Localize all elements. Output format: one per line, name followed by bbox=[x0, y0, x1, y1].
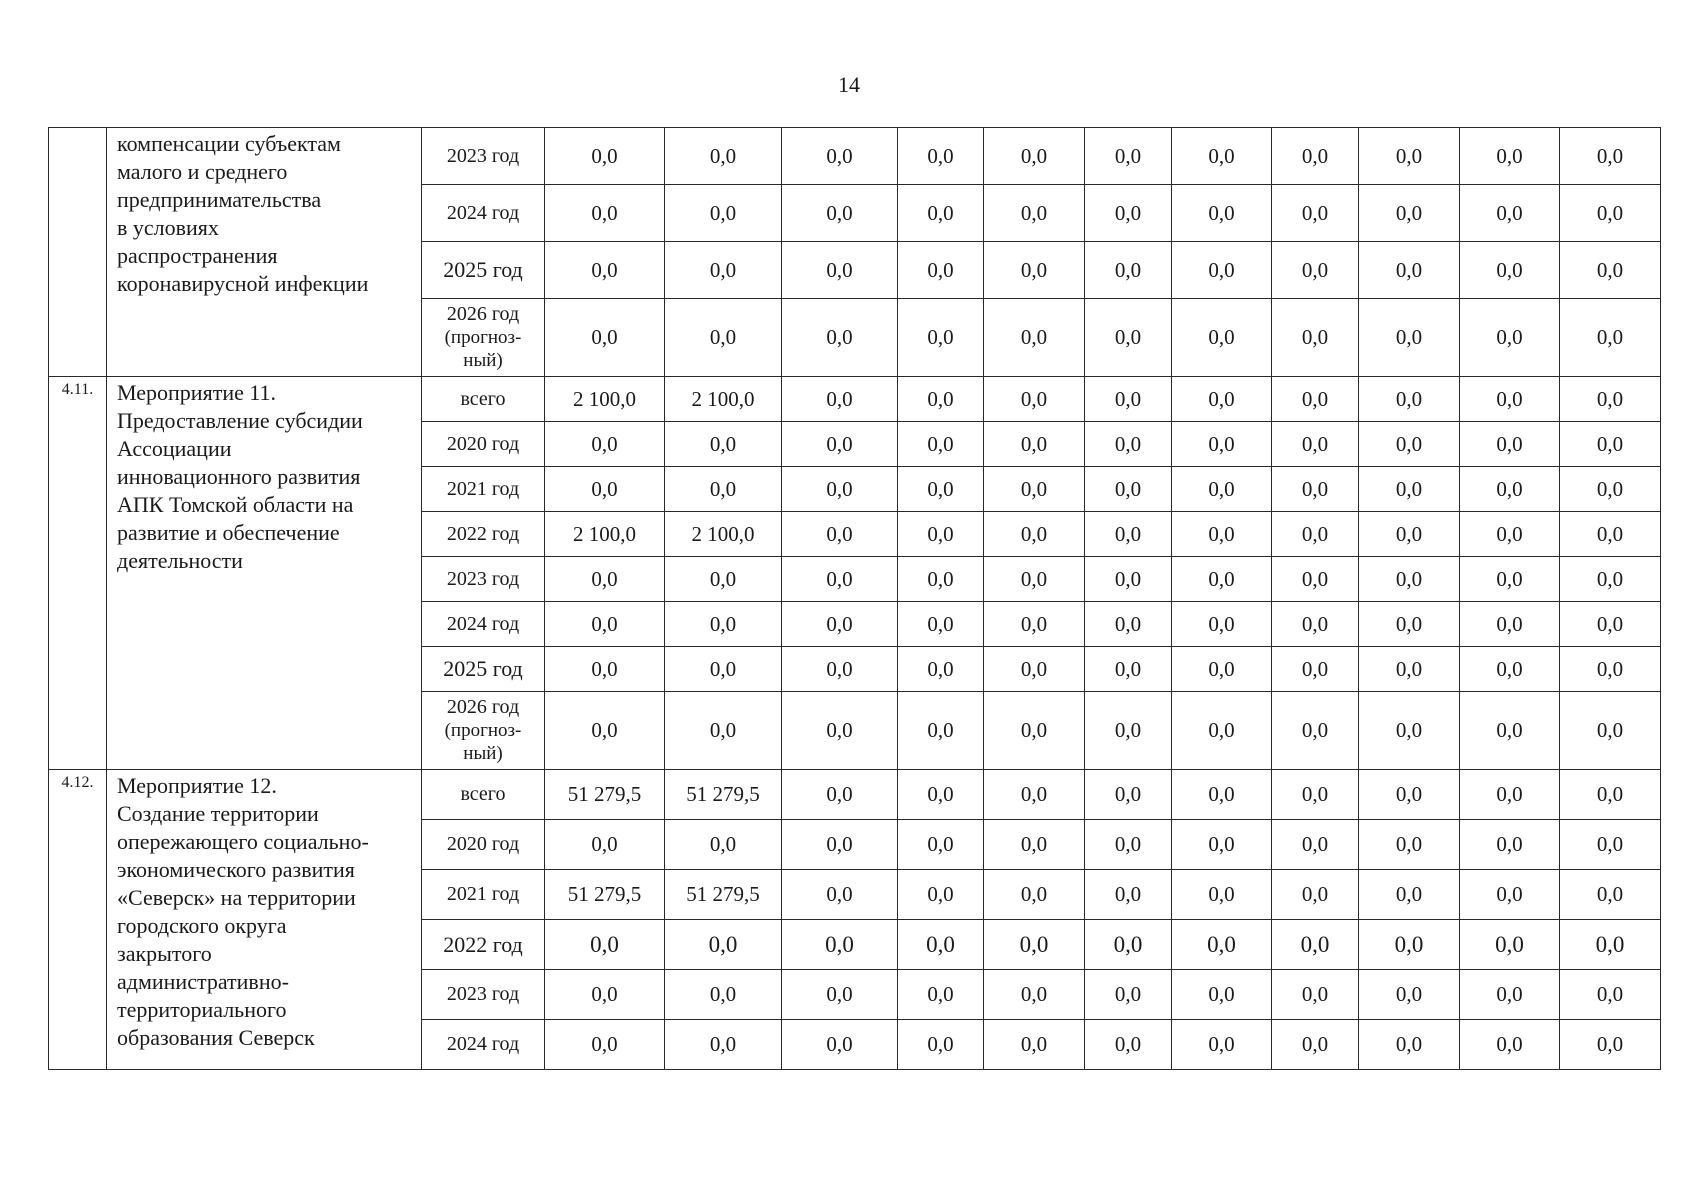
period-label: 2026 год bbox=[446, 696, 520, 718]
value-cell: 0,0 bbox=[782, 467, 898, 512]
value-cell: 0,0 bbox=[782, 692, 898, 770]
value-cell: 0,0 bbox=[1172, 920, 1272, 970]
value-cell: 0,0 bbox=[1359, 128, 1460, 185]
value-cell: 0,0 bbox=[898, 557, 984, 602]
period-label: 2025 год bbox=[443, 656, 523, 681]
value-cell: 0,0 bbox=[545, 299, 665, 377]
value-cell: 51 279,5 bbox=[665, 770, 782, 820]
value-cell: 0,0 bbox=[665, 467, 782, 512]
value-cell: 0,0 bbox=[1460, 920, 1560, 970]
value-cell: 0,0 bbox=[782, 242, 898, 299]
value-cell: 51 279,5 bbox=[665, 870, 782, 920]
period-label: 2022 год bbox=[446, 522, 520, 545]
value-cell: 0,0 bbox=[545, 467, 665, 512]
value-cell: 0,0 bbox=[1172, 970, 1272, 1020]
value-cell: 0,0 bbox=[1085, 970, 1172, 1020]
period-label: 2024 год bbox=[446, 612, 520, 635]
value-cell: 0,0 bbox=[545, 422, 665, 467]
value-cell: 51 279,5 bbox=[545, 770, 665, 820]
value-cell: 0,0 bbox=[1172, 870, 1272, 920]
value-cell: 0,0 bbox=[782, 512, 898, 557]
value-cell: 0,0 bbox=[984, 299, 1085, 377]
value-cell: 0,0 bbox=[545, 557, 665, 602]
period-label: 2024 год bbox=[446, 1033, 520, 1055]
value-cell: 0,0 bbox=[1085, 647, 1172, 692]
period-cell bbox=[422, 377, 545, 422]
value-cell: 0,0 bbox=[665, 242, 782, 299]
table-body bbox=[49, 128, 1661, 1070]
period-note: (прогноз- ный) bbox=[444, 720, 522, 764]
value-cell: 0,0 bbox=[1272, 1020, 1359, 1070]
value-cell: 0,0 bbox=[545, 1020, 665, 1070]
value-cell: 0,0 bbox=[1359, 692, 1460, 770]
value-cell: 0,0 bbox=[1359, 185, 1460, 242]
value-cell: 0,0 bbox=[1359, 820, 1460, 870]
value-cell: 0,0 bbox=[1359, 647, 1460, 692]
item-number: 4.12. bbox=[49, 770, 107, 1070]
value-cell: 0,0 bbox=[898, 920, 984, 970]
value-cell: 0,0 bbox=[1272, 557, 1359, 602]
value-cell: 0,0 bbox=[1460, 185, 1560, 242]
period-cell bbox=[422, 128, 545, 185]
value-cell: 0,0 bbox=[782, 870, 898, 920]
value-cell: 0,0 bbox=[1085, 770, 1172, 820]
period-label: 2024 год bbox=[446, 201, 520, 224]
value-cell: 0,0 bbox=[1172, 377, 1272, 422]
period-cell bbox=[422, 770, 545, 820]
value-cell: 0,0 bbox=[782, 647, 898, 692]
value-cell: 0,0 bbox=[1172, 692, 1272, 770]
period-label: 2020 год bbox=[446, 833, 520, 855]
period-cell bbox=[422, 512, 545, 557]
value-cell: 0,0 bbox=[898, 1020, 984, 1070]
value-cell: 0,0 bbox=[1172, 299, 1272, 377]
value-cell: 0,0 bbox=[1560, 1020, 1661, 1070]
value-cell: 0,0 bbox=[1085, 242, 1172, 299]
value-cell: 0,0 bbox=[1359, 1020, 1460, 1070]
item-description: Мероприятие 12. Создание территории опережающего социально- экономического развития «Северск» на территории городского округа закрытого административно- территориального образования Северск bbox=[107, 770, 422, 1070]
value-cell: 0,0 bbox=[782, 299, 898, 377]
value-cell: 0,0 bbox=[1085, 870, 1172, 920]
period-label: 2020 год bbox=[446, 432, 520, 455]
value-cell: 0,0 bbox=[1560, 299, 1661, 377]
period-label: 2026 год bbox=[446, 303, 520, 325]
value-cell: 0,0 bbox=[1359, 422, 1460, 467]
value-cell: 0,0 bbox=[665, 820, 782, 870]
value-cell: 0,0 bbox=[984, 557, 1085, 602]
value-cell: 0,0 bbox=[1172, 1020, 1272, 1070]
value-cell: 0,0 bbox=[665, 299, 782, 377]
period-cell bbox=[422, 692, 545, 770]
value-cell: 0,0 bbox=[545, 242, 665, 299]
value-cell: 0,0 bbox=[665, 970, 782, 1020]
value-cell: 0,0 bbox=[782, 920, 898, 970]
value-cell: 0,0 bbox=[1172, 770, 1272, 820]
item-number bbox=[49, 128, 107, 377]
value-cell: 0,0 bbox=[1272, 299, 1359, 377]
value-cell: 0,0 bbox=[665, 647, 782, 692]
value-cell: 0,0 bbox=[1460, 377, 1560, 422]
value-cell: 0,0 bbox=[1085, 299, 1172, 377]
value-cell: 0,0 bbox=[898, 820, 984, 870]
value-cell: 0,0 bbox=[984, 128, 1085, 185]
value-cell: 0,0 bbox=[984, 242, 1085, 299]
value-cell: 0,0 bbox=[1085, 1020, 1172, 1070]
value-cell: 0,0 bbox=[1272, 647, 1359, 692]
value-cell: 0,0 bbox=[665, 920, 782, 970]
value-cell: 0,0 bbox=[1359, 467, 1460, 512]
value-cell: 0,0 bbox=[1460, 970, 1560, 1020]
value-cell: 0,0 bbox=[782, 820, 898, 870]
value-cell: 0,0 bbox=[1172, 422, 1272, 467]
period-cell bbox=[422, 242, 545, 299]
value-cell: 0,0 bbox=[1359, 299, 1460, 377]
value-cell: 0,0 bbox=[665, 692, 782, 770]
value-cell: 0,0 bbox=[782, 970, 898, 1020]
value-cell: 0,0 bbox=[782, 185, 898, 242]
value-cell: 0,0 bbox=[898, 299, 984, 377]
value-cell: 0,0 bbox=[984, 870, 1085, 920]
value-cell: 0,0 bbox=[1460, 870, 1560, 920]
period-cell bbox=[422, 970, 545, 1020]
value-cell: 0,0 bbox=[1460, 557, 1560, 602]
value-cell: 0,0 bbox=[1272, 602, 1359, 647]
value-cell: 0,0 bbox=[1172, 557, 1272, 602]
value-cell: 0,0 bbox=[898, 870, 984, 920]
value-cell: 0,0 bbox=[1359, 770, 1460, 820]
value-cell: 0,0 bbox=[1560, 242, 1661, 299]
value-cell: 0,0 bbox=[545, 128, 665, 185]
value-cell: 0,0 bbox=[1172, 185, 1272, 242]
value-cell: 0,0 bbox=[898, 377, 984, 422]
period-label: всего bbox=[460, 387, 506, 410]
table-row bbox=[49, 770, 1661, 820]
value-cell: 0,0 bbox=[984, 602, 1085, 647]
value-cell: 0,0 bbox=[1085, 512, 1172, 557]
value-cell: 0,0 bbox=[1272, 128, 1359, 185]
value-cell: 0,0 bbox=[898, 422, 984, 467]
value-cell: 0,0 bbox=[898, 602, 984, 647]
period-cell bbox=[422, 870, 545, 920]
value-cell: 0,0 bbox=[665, 602, 782, 647]
value-cell: 0,0 bbox=[1560, 870, 1661, 920]
value-cell: 0,0 bbox=[665, 422, 782, 467]
value-cell: 0,0 bbox=[1085, 692, 1172, 770]
item-number: 4.11. bbox=[49, 377, 107, 770]
value-cell: 0,0 bbox=[1359, 512, 1460, 557]
period-label: 2023 год bbox=[446, 983, 520, 1005]
value-cell: 0,0 bbox=[1560, 692, 1661, 770]
value-cell: 0,0 bbox=[984, 422, 1085, 467]
period-cell bbox=[422, 557, 545, 602]
value-cell: 0,0 bbox=[1560, 770, 1661, 820]
value-cell: 0,0 bbox=[1460, 602, 1560, 647]
value-cell: 0,0 bbox=[1272, 185, 1359, 242]
value-cell: 0,0 bbox=[898, 647, 984, 692]
value-cell: 0,0 bbox=[1272, 422, 1359, 467]
value-cell: 0,0 bbox=[545, 920, 665, 970]
value-cell: 0,0 bbox=[1460, 128, 1560, 185]
value-cell: 0,0 bbox=[1272, 512, 1359, 557]
value-cell: 0,0 bbox=[984, 920, 1085, 970]
value-cell: 0,0 bbox=[1172, 647, 1272, 692]
value-cell: 0,0 bbox=[984, 377, 1085, 422]
value-cell: 0,0 bbox=[1560, 602, 1661, 647]
value-cell: 0,0 bbox=[782, 377, 898, 422]
period-cell bbox=[422, 920, 545, 970]
value-cell: 0,0 bbox=[1359, 970, 1460, 1020]
value-cell: 0,0 bbox=[1172, 602, 1272, 647]
period-cell bbox=[422, 299, 545, 377]
value-cell: 2 100,0 bbox=[545, 377, 665, 422]
value-cell: 2 100,0 bbox=[545, 512, 665, 557]
value-cell: 0,0 bbox=[898, 970, 984, 1020]
value-cell: 0,0 bbox=[1560, 512, 1661, 557]
value-cell: 0,0 bbox=[1085, 602, 1172, 647]
value-cell: 0,0 bbox=[1172, 128, 1272, 185]
value-cell: 0,0 bbox=[1560, 128, 1661, 185]
value-cell: 0,0 bbox=[1460, 242, 1560, 299]
item-description: компенсации субъектам малого и среднего предпринимательства в условиях распространения коронавирусной инфекции bbox=[107, 128, 422, 377]
period-label: 2022 год bbox=[443, 931, 523, 957]
page-number: 14 bbox=[838, 72, 860, 97]
value-cell: 0,0 bbox=[1460, 647, 1560, 692]
value-cell: 0,0 bbox=[1085, 467, 1172, 512]
value-cell: 0,0 bbox=[1460, 467, 1560, 512]
value-cell: 0,0 bbox=[1272, 692, 1359, 770]
value-cell: 0,0 bbox=[1172, 467, 1272, 512]
value-cell: 0,0 bbox=[984, 185, 1085, 242]
value-cell: 0,0 bbox=[1359, 557, 1460, 602]
value-cell: 0,0 bbox=[1272, 242, 1359, 299]
period-cell bbox=[422, 1020, 545, 1070]
value-cell: 0,0 bbox=[984, 820, 1085, 870]
value-cell: 0,0 bbox=[545, 647, 665, 692]
value-cell: 0,0 bbox=[898, 185, 984, 242]
value-cell: 0,0 bbox=[1560, 377, 1661, 422]
value-cell: 0,0 bbox=[545, 692, 665, 770]
value-cell: 0,0 bbox=[1359, 377, 1460, 422]
value-cell: 0,0 bbox=[665, 1020, 782, 1070]
value-cell: 0,0 bbox=[782, 770, 898, 820]
period-note: (прогноз- ный) bbox=[444, 327, 522, 371]
value-cell: 0,0 bbox=[545, 970, 665, 1020]
value-cell: 0,0 bbox=[1272, 377, 1359, 422]
value-cell: 0,0 bbox=[1359, 920, 1460, 970]
value-cell: 0,0 bbox=[984, 467, 1085, 512]
value-cell: 0,0 bbox=[1085, 422, 1172, 467]
table-row bbox=[49, 128, 1661, 185]
value-cell: 0,0 bbox=[1085, 128, 1172, 185]
value-cell: 0,0 bbox=[665, 128, 782, 185]
period-cell bbox=[422, 422, 545, 467]
value-cell: 0,0 bbox=[1560, 422, 1661, 467]
value-cell: 0,0 bbox=[545, 602, 665, 647]
value-cell: 0,0 bbox=[1272, 870, 1359, 920]
value-cell: 0,0 bbox=[665, 557, 782, 602]
value-cell: 0,0 bbox=[1085, 920, 1172, 970]
value-cell: 0,0 bbox=[984, 647, 1085, 692]
value-cell: 0,0 bbox=[898, 770, 984, 820]
value-cell: 0,0 bbox=[782, 1020, 898, 1070]
value-cell: 0,0 bbox=[1460, 422, 1560, 467]
value-cell: 0,0 bbox=[1560, 185, 1661, 242]
period-cell bbox=[422, 467, 545, 512]
value-cell: 0,0 bbox=[1359, 870, 1460, 920]
value-cell: 0,0 bbox=[1085, 185, 1172, 242]
period-label: всего bbox=[460, 783, 506, 805]
value-cell: 0,0 bbox=[1560, 557, 1661, 602]
value-cell: 0,0 bbox=[1172, 820, 1272, 870]
value-cell: 0,0 bbox=[782, 128, 898, 185]
period-label: 2021 год bbox=[446, 477, 520, 500]
value-cell: 0,0 bbox=[1560, 647, 1661, 692]
value-cell: 0,0 bbox=[545, 185, 665, 242]
value-cell: 0,0 bbox=[898, 467, 984, 512]
financing-table bbox=[48, 127, 1661, 1070]
value-cell: 0,0 bbox=[1172, 512, 1272, 557]
value-cell: 0,0 bbox=[665, 185, 782, 242]
value-cell: 0,0 bbox=[1085, 820, 1172, 870]
value-cell: 0,0 bbox=[984, 692, 1085, 770]
table-row bbox=[49, 377, 1661, 422]
value-cell: 0,0 bbox=[984, 512, 1085, 557]
value-cell: 0,0 bbox=[898, 692, 984, 770]
period-cell bbox=[422, 820, 545, 870]
value-cell: 0,0 bbox=[1172, 242, 1272, 299]
value-cell: 0,0 bbox=[1272, 920, 1359, 970]
value-cell: 0,0 bbox=[1560, 970, 1661, 1020]
value-cell: 0,0 bbox=[984, 770, 1085, 820]
value-cell: 0,0 bbox=[1560, 467, 1661, 512]
value-cell: 0,0 bbox=[984, 1020, 1085, 1070]
period-label: 2025 год bbox=[443, 257, 523, 282]
value-cell: 0,0 bbox=[984, 970, 1085, 1020]
value-cell: 0,0 bbox=[1460, 299, 1560, 377]
value-cell: 0,0 bbox=[898, 128, 984, 185]
value-cell: 0,0 bbox=[1085, 557, 1172, 602]
period-label: 2021 год bbox=[446, 883, 520, 905]
period-cell bbox=[422, 647, 545, 692]
value-cell: 0,0 bbox=[1560, 920, 1661, 970]
period-cell bbox=[422, 185, 545, 242]
value-cell: 51 279,5 bbox=[545, 870, 665, 920]
value-cell: 0,0 bbox=[782, 602, 898, 647]
value-cell: 0,0 bbox=[1085, 377, 1172, 422]
value-cell: 0,0 bbox=[1460, 820, 1560, 870]
value-cell: 0,0 bbox=[782, 422, 898, 467]
value-cell: 0,0 bbox=[1460, 692, 1560, 770]
value-cell: 0,0 bbox=[782, 557, 898, 602]
value-cell: 2 100,0 bbox=[665, 512, 782, 557]
value-cell: 0,0 bbox=[545, 820, 665, 870]
value-cell: 0,0 bbox=[1359, 242, 1460, 299]
value-cell: 0,0 bbox=[1272, 820, 1359, 870]
value-cell: 0,0 bbox=[1272, 970, 1359, 1020]
value-cell: 0,0 bbox=[1560, 820, 1661, 870]
value-cell: 0,0 bbox=[898, 512, 984, 557]
value-cell: 0,0 bbox=[1460, 512, 1560, 557]
period-label: 2023 год bbox=[446, 144, 520, 167]
value-cell: 0,0 bbox=[1460, 1020, 1560, 1070]
value-cell: 0,0 bbox=[898, 242, 984, 299]
value-cell: 0,0 bbox=[1272, 467, 1359, 512]
value-cell: 0,0 bbox=[1272, 770, 1359, 820]
value-cell: 2 100,0 bbox=[665, 377, 782, 422]
period-label: 2023 год bbox=[446, 567, 520, 590]
period-cell bbox=[422, 602, 545, 647]
item-description: Мероприятие 11. Предоставление субсидии Ассоциации инновационного развития АПК Томской области на развитие и обеспечение деятельности bbox=[107, 377, 422, 770]
value-cell: 0,0 bbox=[1460, 770, 1560, 820]
value-cell: 0,0 bbox=[1359, 602, 1460, 647]
